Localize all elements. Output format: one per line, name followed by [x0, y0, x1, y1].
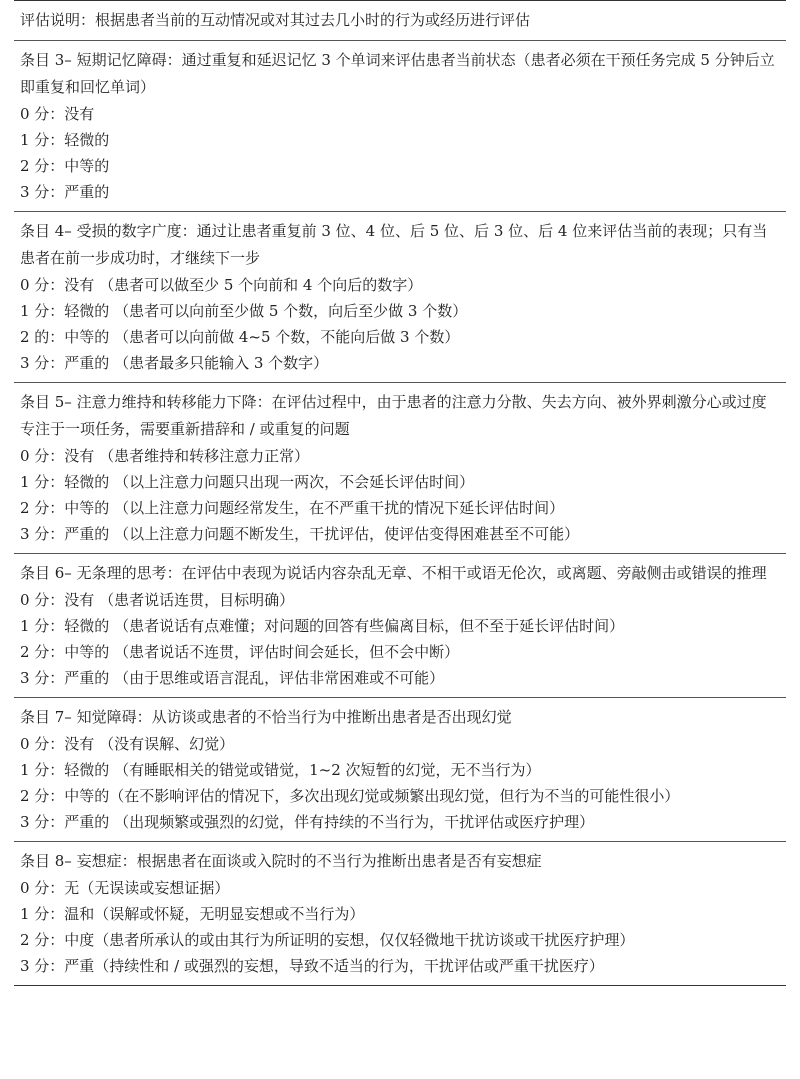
- item-8-option-3: 3 分：严重（持续性和 / 或强烈的妄想，导致不适当的行为，干扰评估或严重干扰医疗）: [20, 957, 604, 975]
- item-6-title: 条目 6– 无条理的思考：在评估中表现为说话内容杂乱无章、不相干或语无伦次，或离题、旁敲侧击或错误的推理: [20, 564, 767, 582]
- item-6-option-0: 0 分：没有 （患者说话连贯，目标明确）: [20, 591, 295, 609]
- item-3-option-0: 0 分：没有: [20, 105, 95, 123]
- item-4-option-1: 1 分：轻微的 （患者可以向前至少做 5 个数，向后至少做 3 个数）: [20, 302, 468, 320]
- item-3-title: 条目 3– 短期记忆障碍：通过重复和延迟记忆 3 个单词来评估患者当前状态（患者必须在干预任务完成 5 分钟后立即重复和回忆单词）: [20, 51, 775, 96]
- item-6-option-2: 2 分：中等的 （患者说话不连贯，评估时间会延长，但不会中断）: [20, 643, 460, 661]
- item-4-option-0: 0 分：没有 （患者可以做至少 5 个向前和 4 个向后的数字）: [20, 276, 423, 294]
- item-5-option-0: 0 分：没有 （患者维持和转移注意力正常）: [20, 447, 310, 465]
- item-4-option-2: 2 的：中等的 （患者可以向前做 4~5 个数，不能向后做 3 个数）: [20, 328, 460, 346]
- item-3-option-2: 2 分：中等的: [20, 157, 110, 175]
- item-8-option-1: 1 分：温和（误解或怀疑，无明显妄想或不当行为）: [20, 905, 365, 923]
- item-3-section: [14, 41, 786, 212]
- item-3-option-3: 3 分：严重的: [20, 183, 110, 201]
- item-4-title: 条目 4– 受损的数字广度：通过让患者重复前 3 位、4 位、后 5 位、后 3 位、后 4 位来评估当前的表现；只有当患者在前一步成功时，才继续下一步: [20, 222, 768, 267]
- item-3-option-1: 1 分：轻微的: [20, 131, 110, 149]
- item-7-section: [14, 698, 786, 842]
- item-6-option-1: 1 分：轻微的 （患者说话有点难懂；对问题的回答有些偏离目标，但不至于延长评估时间）: [20, 617, 625, 635]
- item-8-option-2: 2 分：中度（患者所承认的或由其行为所证明的妄想，仅仅轻微地干扰访谈或干扰医疗护理）: [20, 931, 635, 949]
- item-6-section: [14, 554, 786, 698]
- item-5-option-1: 1 分：轻微的 （以上注意力问题只出现一两次，不会延长评估时间）: [20, 473, 475, 491]
- item-5-title: 条目 5– 注意力维持和转移能力下降：在评估过程中，由于患者的注意力分散、失去方向、被外界刺激分心或过度专注于一项任务，需要重新措辞和 / 或重复的问题: [20, 393, 767, 438]
- item-5-section: [14, 383, 786, 554]
- item-7-option-3: 3 分：严重的 （出现频繁或强烈的幻觉，伴有持续的不当行为，干扰评估或医疗护理）: [20, 813, 595, 831]
- item-8-section: [14, 842, 786, 985]
- item-6-option-3: 3 分：严重的 （由于思维或语言混乱，评估非常困难或不可能）: [20, 669, 445, 687]
- assessment-table: [14, 0, 786, 986]
- item-7-option-2: 2 分：中等的（在不影响评估的情况下，多次出现幻觉或频繁出现幻觉，但行为不当的可能性很小）: [20, 787, 680, 805]
- item-7-option-1: 1 分：轻微的 （有睡眠相关的错觉或错觉，1~2 次短暂的幻觉，无不当行为）: [20, 761, 541, 779]
- item-4-section: [14, 212, 786, 383]
- item-5-option-3: 3 分：严重的 （以上注意力问题不断发生，干扰评估，使评估变得困难甚至不可能）: [20, 525, 580, 543]
- assessment-instructions: 评估说明：根据患者当前的互动情况或对其过去几小时的行为或经历进行评估: [14, 1, 786, 41]
- item-8-title: 条目 8– 妄想症：根据患者在面谈或入院时的不当行为推断出患者是否有妄想症: [20, 852, 542, 870]
- item-4-option-3: 3 分：严重的 （患者最多只能输入 3 个数字）: [20, 354, 329, 372]
- item-5-option-2: 2 分：中等的 （以上注意力问题经常发生，在不严重干扰的情况下延长评估时间）: [20, 499, 565, 517]
- item-7-option-0: 0 分：没有 （没有误解、幻觉）: [20, 735, 235, 753]
- item-8-option-0: 0 分：无（无误读或妄想证据）: [20, 879, 230, 897]
- item-7-title: 条目 7– 知觉障碍：从访谈或患者的不恰当行为中推断出患者是否出现幻觉: [20, 708, 512, 726]
